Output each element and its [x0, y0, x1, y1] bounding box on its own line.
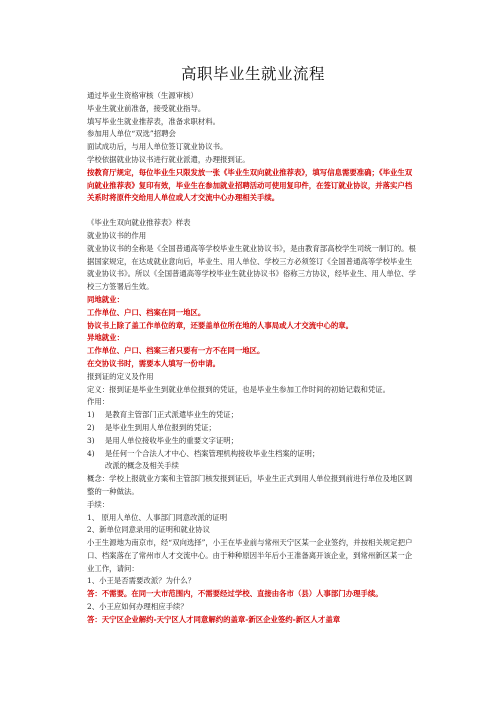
list-number: 2): [87, 422, 95, 432]
document-title: 高职毕业生就业流程: [180, 65, 325, 83]
list-text: 是毕业生到用人单位报到的凭证；: [105, 422, 216, 432]
intro-line: 参加用人单位“双选”招聘会: [87, 129, 176, 139]
spacer: [87, 205, 419, 217]
agreement-paragraph: 就业协议书的全称是《全国普通高等学校毕业生就业协议书》，是由教育部高校学生司统一制订的。根据国家规定，在达成就业意向后，毕业生、用人单位、学校三方必须签订《全国普通高等学校毕业生就业协议书》。所以《全国普通高等学校毕业生就业协议书》俗称三方协议，经毕业生、用人单位、学校三方签署后生效。: [87, 243, 416, 292]
procedure-label: 手续：: [87, 499, 110, 509]
answer-2: 答：天宁区企业解约-天宁区人才同意解约的盖章-新区企业签约-新区人才盖章: [87, 614, 341, 624]
report-role-item: [87, 435, 419, 448]
list-text: 是教育主管部门正式派遣毕业生的凭证；: [105, 410, 239, 420]
agreement-heading: 就业协议书的作用: [87, 230, 147, 240]
report-role-item: [87, 409, 419, 422]
procedure-item: 2、新单位同意录用的证明和就业协议: [87, 525, 210, 535]
notice-paragraph: 按教育厅规定，每位毕业生只限发放一张《毕业生双向就业推荐表》，填写信息需要准确；《毕业生双向就业推荐表》复印有效，毕业生在参加就业招聘活动可使用复印件，在签订就业协议，并落实户档关系时将原件交给用人单位或人才交流中心办理相关手续。: [87, 167, 413, 203]
intro-line: 通过毕业生资格审核（生源审核）: [87, 91, 198, 100]
intro-line: 学校依据就业协议书进行就业派遣，办理报到证。: [87, 154, 250, 164]
remote-employment-line: 工作单位、户口、档案三者只要有一方不在同一地区。: [87, 346, 265, 356]
local-employment-line: 工作单位、户口、档案在同一地区。: [87, 307, 206, 317]
procedure-item: 1、 原用人单位、人事部门同意改派的证明: [87, 512, 228, 522]
list-number: 3): [87, 435, 95, 445]
sample-form-line: 《毕业生双向就业推荐表》样表: [87, 218, 191, 228]
change-heading: 改派的概念及相关手续: [105, 461, 179, 471]
list-text: 是用人单位接收毕业生的重要文字证明；: [105, 435, 239, 445]
intro-line: 毕业生就业前准备，接受就业指导。: [87, 103, 206, 113]
list-number: 4): [87, 448, 95, 458]
report-role-item: [87, 422, 419, 435]
list-number: 1): [87, 410, 95, 420]
intro-line: 面试成功后，与用人单位签订就业协议书。: [87, 142, 228, 152]
report-role-label: 作用：: [87, 397, 110, 407]
question-1: 1、小王是否需要改派？为什么？: [87, 576, 196, 586]
document-page: [87, 0, 419, 702]
local-employment-line: 协议书上除了盖工作单位的章，还要盖单位所在地的人事局或人才交流中心的章。: [87, 320, 354, 330]
change-concept: 概念：学校上报就业方案和主管部门核发报到证后，毕业生正式到用人单位报到前进行单位及地区调整的一种做法。: [87, 474, 413, 496]
intro-line: 填写毕业生就业推荐表，准备求职材料。: [87, 116, 221, 126]
question-2: 2、小王应如何办理相应手续？: [87, 602, 188, 612]
report-heading: 报到证的定义及作用: [87, 371, 154, 381]
local-employment-heading: 同地就业：: [87, 294, 124, 304]
remote-employment-heading: 异地就业：: [87, 333, 124, 343]
case-paragraph: 小王生源地为南京市，经“双向选择”，小王在毕业前与常州天宁区某一企业签约，并按相关规定把户口、档案落在了常州市人才交流中心。由于种种原因半年后小王准备离开该企业，到常州新区某一企业工作，请问：: [87, 538, 413, 573]
remote-employment-line: 在交协议书时，需要本人填写一份申请。: [87, 358, 221, 368]
list-text: 是任何一个合法人才中心、档案管理机构接收毕业生档案的证明；: [105, 448, 320, 458]
answer-1: 答：不需要。在同一大市范围内，不需要经过学校、直接由各市（县）人事部门办理手续。: [87, 589, 383, 599]
report-role-item: [87, 448, 419, 461]
report-definition: 定义：报到证是毕业生到就业单位报到的凭证，也是毕业生参加工作时间的初始记载和凭证。: [87, 384, 391, 394]
